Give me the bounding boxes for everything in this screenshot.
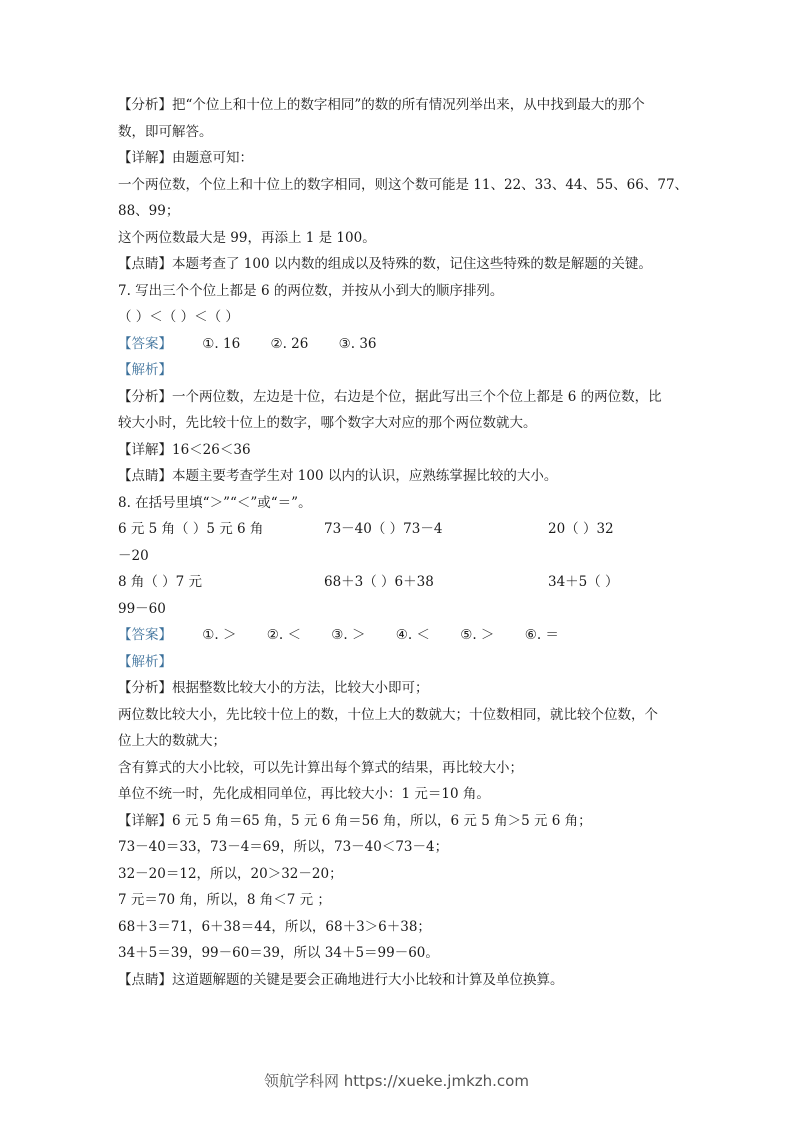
answer-label: 【答案】 xyxy=(118,335,172,352)
q8-analysis-line: 含有算式的大小比较，可以先计算出每个算式的结果，再比较大小； xyxy=(118,759,523,776)
q8-item: 73－40（ ）73－4 xyxy=(324,521,443,537)
analysis-label: 【分析】 xyxy=(118,680,172,696)
answer-label: 【答案】 xyxy=(118,627,172,643)
q8-item: 8 角（ ）7 元 xyxy=(118,574,203,590)
q8-question: 8. 在括号里填“＞”“＜”或“＝”。 xyxy=(118,494,312,511)
analysis-label: 【分析】 xyxy=(118,388,172,405)
q6-analysis: 【分析】把“个位上和十位上的数字相同”的数的所有情况列举出来，从中找到最大的那个 xyxy=(118,97,645,113)
q8-answer xyxy=(118,622,678,649)
q6-detail: 【详解】由题意可知： xyxy=(118,150,253,166)
q8-row-2-cont: 99－60 xyxy=(118,600,166,617)
q8-analysis: 【分析】根据整数比较大小的方法，比较大小即可； xyxy=(118,680,429,696)
answer-item: ⑥. ＝ xyxy=(524,627,559,643)
q8-analysis-line: 两位数比较大小，先比较十位上的数，十位上大的数就大；十位数相同，就比较个位数，个 xyxy=(118,706,658,723)
q6-analysis-cont: 数，即可解答。 xyxy=(118,123,213,140)
detail-label: 【详解】 xyxy=(118,150,172,166)
answer-item: ④. ＜ xyxy=(395,627,430,643)
q8-detail-line: 7 元＝70 角，所以，8 角＜7 元 ； xyxy=(118,892,331,908)
q7-parse-label: 【解析】 xyxy=(118,362,172,378)
q8-row-1 xyxy=(118,516,678,543)
q8-detail-line: 68＋3＝71，6＋38＝44，所以，68＋3＞6＋38； xyxy=(118,918,431,935)
q7-comment: 【点睛】本题主要考查学生对 100 以内的认识，应熟练掌握比较的大小。 xyxy=(118,468,558,484)
q8-detail-line: 32－20＝12，所以，20＞32－20； xyxy=(118,865,343,882)
q7-detail: 【详解】16＜26＜36 xyxy=(118,441,251,458)
q8-detail-line: 34＋5＝39，99－60＝39，所以 34＋5＝99－60。 xyxy=(118,945,439,961)
q8-detail: 【详解】6 元 5 角＝65 角，5 元 6 角＝56 角，所以，6 元 5 角＞5 元 6 角； xyxy=(118,812,592,829)
footer-watermark: 领航学科网 https://xueke.jmkzh.com xyxy=(264,1072,529,1090)
q8-analysis-line: 位上大的数就大； xyxy=(118,733,226,749)
answer-item: ②. ＜ xyxy=(266,627,301,643)
q8-item: 34＋5（ ） xyxy=(548,574,619,590)
q8-item: 20（ ）32 xyxy=(548,521,614,537)
q8-item: 6 元 5 角（ ）5 元 6 角 xyxy=(118,521,264,537)
comment-label: 【点睛】 xyxy=(118,256,172,272)
q7-analysis: 【分析】一个两位数，左边是十位，右边是个位，据此写出三个个位上都是 6 的两位数，比 xyxy=(118,388,662,405)
answer-item: ①. ＞ xyxy=(202,627,237,643)
detail-label: 【详解】 xyxy=(118,812,172,829)
q8-item: 68＋3（ ）6＋38 xyxy=(324,574,434,590)
answer-item: ⑤. ＞ xyxy=(460,627,495,643)
q6-comment: 【点睛】本题考查了 100 以内数的组成以及特殊的数，记住这些特殊的数是解题的关键。 xyxy=(118,256,652,272)
q8-row-1-cont: －20 xyxy=(118,547,149,564)
q7-analysis-cont: 较大小时，先比较十位上的数字，哪个数字大对应的那个两位数就大。 xyxy=(118,415,537,431)
comment-label: 【点睛】 xyxy=(118,468,172,484)
q7-answer xyxy=(118,331,678,358)
analysis-label: 【分析】 xyxy=(118,97,172,113)
answer-item: ①. 16 xyxy=(202,335,241,352)
answer-item: ②. 26 xyxy=(270,335,309,352)
q8-detail-line: 73－40＝33，73－4＝69，所以，73－40＜73－4； xyxy=(118,839,449,855)
answer-item: ③. 36 xyxy=(338,335,377,352)
q8-row-2 xyxy=(118,569,678,596)
q8-analysis-line: 单位不统一时，先化成相同单位，再比较大小：1 元＝10 角。 xyxy=(118,786,490,802)
q7-blanks: （ ）＜（ ）＜（ ） xyxy=(118,309,239,325)
q6-detail-line: 一个两位数，个位上和十位上的数字相同，则这个数可能是 11、22、33、44、55、66、77、 xyxy=(118,176,689,193)
q8-parse-label: 【解析】 xyxy=(118,653,172,670)
q8-comment: 【点睛】这道题解题的关键是要会正确地进行大小比较和计算及单位换算。 xyxy=(118,971,564,988)
answer-item: ③. ＞ xyxy=(331,627,366,643)
q7-question: 7. 写出三个个位上都是 6 的两位数，并按从小到大的顺序排列。 xyxy=(118,282,504,299)
detail-label: 【详解】 xyxy=(118,441,172,458)
document-page xyxy=(118,92,689,993)
q6-detail-line: 这个两位数最大是 99，再添上 1 是 100。 xyxy=(118,229,376,246)
q6-detail-line: 88、99； xyxy=(118,203,180,219)
comment-label: 【点睛】 xyxy=(118,971,172,988)
